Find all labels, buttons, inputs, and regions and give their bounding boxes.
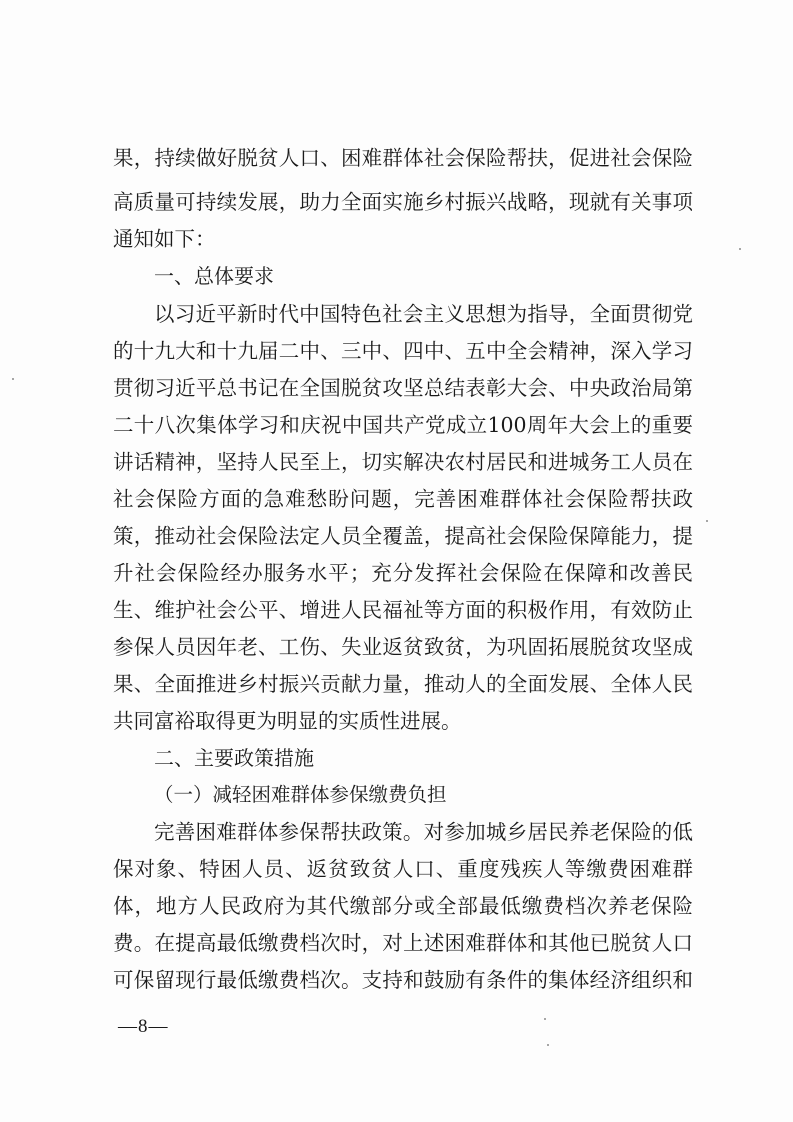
body-line: 社会保险方面的急难愁盼问题，完善困难群体社会保险帮扶政 [113, 487, 693, 511]
page-number: —8— [118, 1016, 169, 1037]
scan-speck [544, 1018, 546, 1020]
body-line: 策，推动社会保险法定人员全覆盖，提高社会保险保障能力，提 [113, 524, 693, 548]
body-line: 果，持续做好脱贫人口、困难群体社会保险帮扶，促进社会保险 [113, 146, 693, 170]
scan-speck [739, 248, 741, 250]
body-line: 参保人员因年老、工伤、失业返贫致贫，为巩固拓展脱贫攻坚成 [113, 635, 693, 659]
body-line: 通知如下： [113, 227, 216, 251]
body-line: 生、维护社会公平、增进人民福祉等方面的积极作用，有效防止 [113, 598, 693, 622]
body-line: 可保留现行最低缴费档次。支持和鼓励有条件的集体经济组织和 [113, 968, 693, 992]
body-line: 完善困难群体参保帮扶政策。对参加城乡居民养老保险的低 [154, 820, 693, 844]
body-line: 升社会保险经办服务水平；充分发挥社会保险在保障和改善民 [113, 561, 693, 585]
section-heading: 一、总体要求 [154, 264, 274, 288]
body-line: 二十八次集体学习和庆祝中国共产党成立100周年大会上的重要 [113, 413, 693, 437]
scan-speck [706, 520, 708, 522]
body-line: 费。在提高最低缴费档次时，对上述困难群体和其他已脱贫人口 [113, 931, 693, 955]
body-line: 以习近平新时代中国特色社会主义思想为指导，全面贯彻党 [154, 302, 693, 326]
scan-speck [12, 378, 14, 380]
body-line: 贯彻习近平总书记在全国脱贫攻坚总结表彰大会、中央政治局第 [113, 376, 693, 400]
body-line: 高质量可持续发展，助力全面实施乡村振兴战略，现就有关事项 [113, 190, 693, 214]
body-line: 共同富裕取得更为明显的实质性进展。 [113, 709, 462, 733]
body-line: 讲话精神，坚持人民至上，切实解决农村居民和进城务工人员在 [113, 450, 693, 474]
scan-speck [547, 1044, 549, 1046]
body-line: 保对象、特困人员、返贫致贫人口、重度残疾人等缴费困难群 [113, 857, 693, 881]
body-line: 体，地方人民政府为其代缴部分或全部最低缴费档次养老保险 [113, 894, 693, 918]
body-line: 的十九大和十九届二中、三中、四中、五中全会精神，深入学习 [113, 339, 693, 363]
subsection-heading: （一）减轻困难群体参保缴费负担 [154, 783, 447, 806]
section-heading: 二、主要政策措施 [154, 746, 314, 770]
body-line: 果、全面推进乡村振兴贡献力量，推动人的全面发展、全体人民 [113, 672, 693, 696]
